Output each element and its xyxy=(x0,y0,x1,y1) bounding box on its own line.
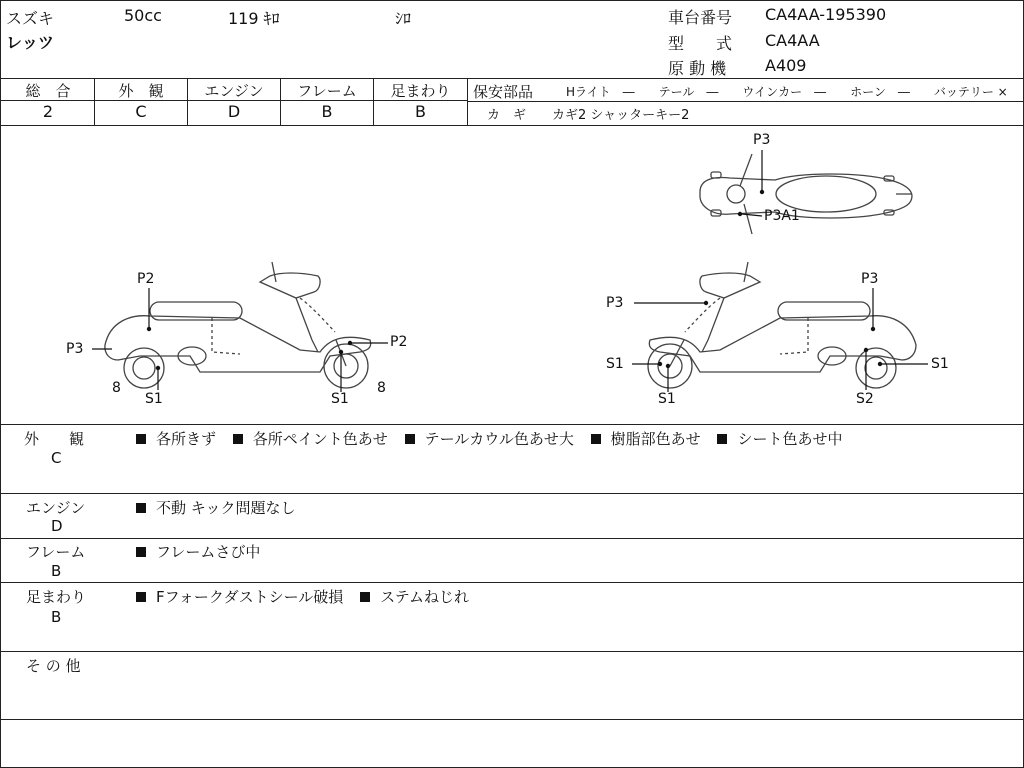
diagram-label-p3: P3 xyxy=(753,132,771,148)
remark-item: Fフォークダストシール破損 xyxy=(156,588,344,606)
divider xyxy=(1,651,1023,652)
remark-engine-items xyxy=(136,497,295,518)
diagram-label-8: 8 xyxy=(377,380,386,396)
divider xyxy=(1,493,1023,494)
remark-item: シート色あせ中 xyxy=(737,430,843,448)
remark-item: テールカウル色あせ大 xyxy=(424,430,574,448)
remark-frame-label: フレーム xyxy=(26,543,86,561)
frame-no-value: CA4AA-195390 xyxy=(765,5,887,24)
diagram-label-p2: P2 xyxy=(137,271,155,287)
diagram-label-s1: S1 xyxy=(145,391,163,407)
remark-other-label: そ の 他 xyxy=(26,657,81,675)
divider xyxy=(1,538,1023,539)
divider xyxy=(467,101,1023,102)
frame-no-label: 車台番号 xyxy=(668,8,733,27)
type-label: 型 式 xyxy=(668,34,733,53)
bullet-square-icon xyxy=(360,592,370,602)
bullet-square-icon xyxy=(405,434,415,444)
diagram-label-p2: P2 xyxy=(390,334,408,350)
type-value: CA4AA xyxy=(765,31,820,50)
remark-item: 不動 キック問題なし xyxy=(156,499,296,517)
diagram-label-s1: S1 xyxy=(331,391,349,407)
remark-exterior-grade: C xyxy=(51,449,62,467)
remark-engine-grade: D xyxy=(51,517,63,535)
divider xyxy=(1,424,1023,425)
frame-grade-value: B xyxy=(321,102,333,121)
mileage-text: 119 ｷﾛ xyxy=(228,9,280,28)
remark-suspension-items xyxy=(136,586,469,607)
bullet-square-icon xyxy=(591,434,601,444)
divider xyxy=(1,78,1023,79)
overall-grade-value: 2 xyxy=(42,102,54,121)
safety-parts-line2: カ ギ カギ2 シャッターキー2 xyxy=(487,108,690,123)
diagram-label-p3: P3 xyxy=(606,295,624,311)
diagram-label-s2: S2 xyxy=(856,391,874,407)
remark-item: 各所ペイント色あせ xyxy=(252,430,388,448)
engine-label: 原 動 機 xyxy=(668,59,727,78)
frame-grade-label: フレーム xyxy=(297,82,357,100)
remark-exterior-label: 外 観 xyxy=(24,430,85,448)
top-view-scooter xyxy=(700,154,912,234)
diagram-label-s1: S1 xyxy=(606,356,624,372)
suspension-grade-value: B xyxy=(415,102,426,121)
remark-item: 樹脂部色あせ xyxy=(610,430,701,448)
divider xyxy=(467,78,468,125)
bullet-square-icon xyxy=(233,434,243,444)
diagram-label-p3: P3 xyxy=(861,271,879,287)
displacement-text: 50cc xyxy=(124,6,162,25)
exterior-grade-label: 外 観 xyxy=(118,82,164,100)
divider xyxy=(1,582,1023,583)
diagram-label-8: 8 xyxy=(112,380,121,396)
safety-parts-label: 保安部品 xyxy=(473,83,534,101)
remark-frame-items xyxy=(136,541,260,562)
remark-exterior-items xyxy=(136,428,842,449)
maker-text: スズキ xyxy=(6,9,55,28)
bullet-square-icon xyxy=(136,434,146,444)
model-name: レッツ xyxy=(6,33,54,52)
overall-grade-label: 総 合 xyxy=(25,82,71,100)
engine-grade-label: エンジン xyxy=(204,82,264,100)
bullet-square-icon xyxy=(136,592,146,602)
color-text: ｼﾛ xyxy=(395,9,412,28)
suspension-grade-label: 足まわり xyxy=(390,82,451,100)
safety-parts-line1: Hライト ― テール ― ウインカー ― ホーン ― バッテリー × xyxy=(566,85,1008,99)
diagram-label-p3: P3 xyxy=(66,341,84,357)
exterior-grade-value: C xyxy=(135,102,147,121)
remark-item: フレームさび中 xyxy=(156,543,261,561)
engine-grade-value: D xyxy=(227,102,241,121)
remark-suspension-grade: B xyxy=(51,608,62,626)
bullet-square-icon xyxy=(136,547,146,557)
remark-suspension-label: 足まわり xyxy=(26,588,87,606)
diagram-label-s1: S1 xyxy=(658,391,676,407)
diagram-label-p3a1: P3A1 xyxy=(764,208,800,224)
bullet-square-icon xyxy=(136,503,146,513)
divider xyxy=(1,719,1023,720)
diagram-label-s1: S1 xyxy=(931,356,949,372)
remark-item: 各所きず xyxy=(156,430,217,448)
bullet-square-icon xyxy=(717,434,727,444)
remark-item: ステムねじれ xyxy=(380,588,470,606)
remark-frame-grade: B xyxy=(51,562,62,580)
engine-value: A409 xyxy=(765,56,807,75)
remark-engine-label: エンジン xyxy=(26,499,86,517)
